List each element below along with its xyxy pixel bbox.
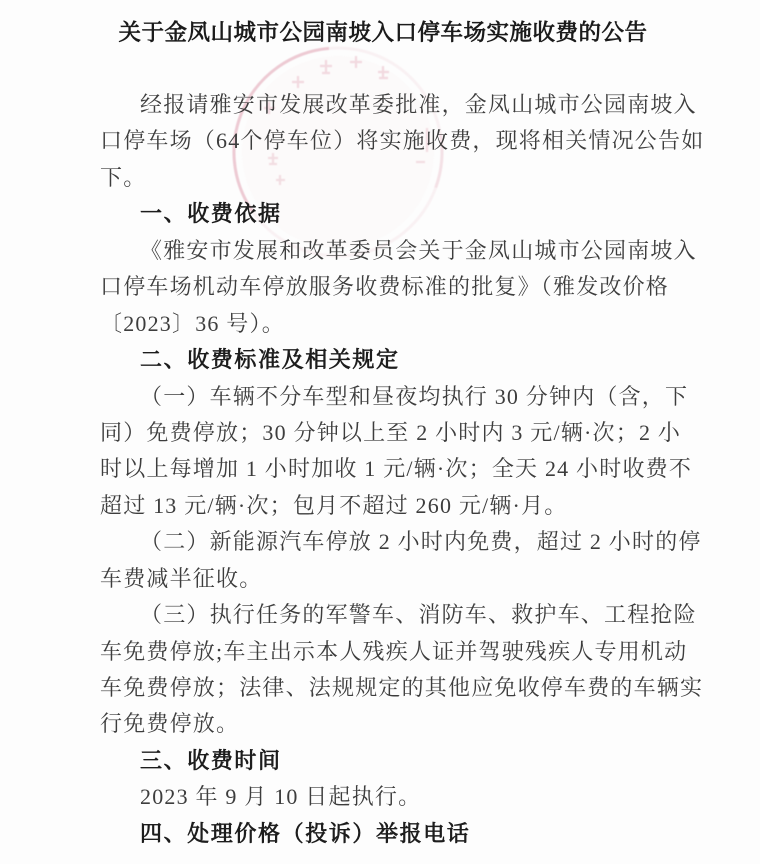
document-line: 车免费停放;车主出示本人残疾人证并驾驶残疾人专用机动 bbox=[100, 638, 688, 664]
document-line: 车费减半征收。 bbox=[100, 565, 263, 591]
document-body bbox=[100, 14, 705, 852]
section-heading: 三、收费时间 bbox=[140, 747, 282, 773]
document-line: 经报请雅安市发展改革委批准，金凤山城市公园南坡入 bbox=[140, 92, 697, 117]
document-line: 下。 bbox=[100, 164, 147, 190]
document-line: 〔2023〕36 号）。 bbox=[100, 310, 285, 336]
document-line: 行免费停放。 bbox=[100, 711, 240, 737]
document-line: 车免费停放；法律、法规规定的其他应免收停车费的车辆实 bbox=[100, 675, 704, 700]
document-line: 《雅安市发展和改革委员会关于金凤山城市公园南坡入 bbox=[140, 237, 697, 263]
document-line: 口停车场（64个停车位）将实施收费，现将相关情况公告如 bbox=[100, 128, 705, 154]
document-line: 时以上每增加 1 小时加收 1 元/辆·次；全天 24 小时收费不 bbox=[100, 456, 693, 482]
document-line: 2023 年 9 月 10 日起执行。 bbox=[140, 784, 422, 810]
document-line: （一）车辆不分车型和昼夜均执行 30 分钟内（含，下 bbox=[140, 383, 689, 409]
section-heading: 四、处理价格（投诉）举报电话 bbox=[140, 820, 471, 846]
document-line: 口停车场机动车停放服务收费标准的批复》（雅发改价格 bbox=[100, 274, 670, 300]
document-line: 超过 13 元/辆·次；包月不超过 260 元/辆·月。 bbox=[100, 492, 568, 518]
document-line: 同）免费停放；30 分钟以上至 2 小时内 3 元/辆·次；2 小 bbox=[100, 419, 682, 445]
document-title: 关于金凤山城市公园南坡入口停车场实施收费的公告 bbox=[118, 20, 648, 45]
section-heading: 二、收费标准及相关规定 bbox=[140, 347, 400, 373]
section-heading: 一、收费依据 bbox=[140, 201, 282, 227]
document-line: （三）执行任务的军警车、消防车、救护车、工程抢险 bbox=[140, 602, 697, 628]
document-line: （二）新能源汽车停放 2 小时内免费，超过 2 小时的停 bbox=[140, 529, 702, 555]
